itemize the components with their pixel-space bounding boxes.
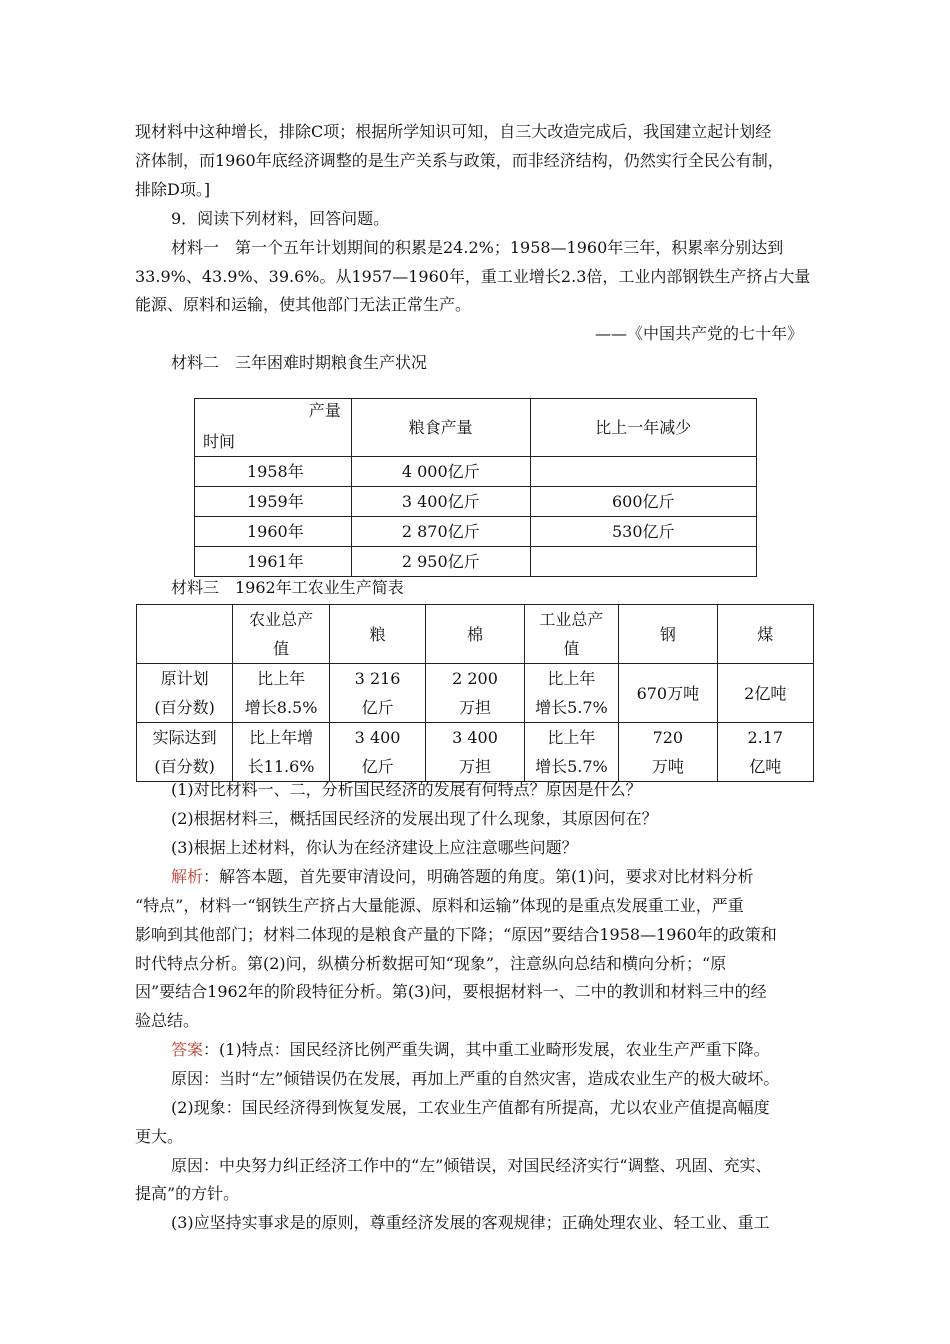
year-cell: 1961年	[195, 547, 352, 577]
corner-top: 产量	[308, 401, 341, 420]
answer-line	[171, 1040, 770, 1060]
row-label	[137, 664, 233, 723]
data-cell	[233, 664, 330, 723]
output-cell: 2 870亿斤	[351, 517, 530, 547]
production-table	[136, 604, 814, 782]
cell-line: 万担	[458, 698, 491, 717]
analysis-line: 影响到其他部门；材料二体现的是粮食产量的下降；“原因”要结合1958—1960年的政策和	[135, 925, 777, 944]
corner-cell	[195, 399, 352, 457]
material-1-line: 33.9%、43.9%、39.6%。从1957—1960年，重工业增长2.3倍，工业内部钢铁生产挤占大量	[135, 267, 811, 286]
header-line: 值	[563, 639, 580, 658]
cell-line: (百分数)	[154, 757, 215, 776]
data-cell	[329, 723, 425, 782]
answer-line: 提高”的方针。	[135, 1184, 240, 1203]
header-line: 农业总产	[249, 610, 314, 629]
sub-question-2: (2)根据材料三，概括国民经济的发展出现了什么现象，其原因何在？	[171, 809, 658, 828]
data-cell	[426, 664, 524, 723]
drop-cell	[530, 457, 756, 487]
data-cell	[233, 723, 330, 782]
data-cell	[426, 723, 524, 782]
cell-line: 长11.6%	[247, 757, 315, 776]
material-1-line: 材料一 第一个五年计划期间的积累是24.2%；1958—1960年三年，积累率分别达到	[171, 238, 784, 257]
cell-line: 比上年增	[249, 728, 314, 747]
corner-bottom: 时间	[203, 432, 236, 451]
cell-line: 比上年	[547, 728, 596, 747]
analysis-text: ：解答本题，首先要审清设问，明确答题的角度。第(1)问，要求对比材料分析	[203, 867, 754, 886]
drop-cell	[530, 547, 756, 577]
question-9: 9．阅读下列材料，回答问题。	[171, 209, 390, 228]
year-cell: 1958年	[195, 457, 352, 487]
header-cell	[137, 605, 233, 664]
output-cell: 4 000亿斤	[351, 457, 530, 487]
sub-question-3: (3)根据上述材料，你认为在经济建设上应注意哪些问题？	[171, 838, 578, 857]
data-cell	[524, 723, 619, 782]
cell-line: 原计划	[160, 669, 209, 688]
header-cell: 比上一年减少	[530, 399, 756, 457]
answer-line: 原因：当时“左”倾错误仍在发展，再加上严重的自然灾害，造成农业生产的极大破坏。	[171, 1069, 780, 1088]
cell-line: 增长5.7%	[535, 757, 608, 776]
answer-line: (2)现象：国民经济得到恢复发展，工农业生产值都有所提高，尤以农业产值提高幅度	[171, 1098, 770, 1117]
analysis-line	[171, 867, 754, 887]
data-cell	[717, 723, 813, 782]
answer-text: ：(1)特点：国民经济比例严重失调，其中重工业畸形发展，农业生产严重下降。	[203, 1040, 770, 1059]
analysis-line: 验总结。	[135, 1011, 200, 1030]
data-cell	[619, 723, 717, 782]
cell-line: 亿斤	[361, 698, 394, 717]
cell-line: 亿吨	[749, 757, 782, 776]
header-cell: 粮食产量	[351, 399, 530, 457]
sub-question-1: (1)对比材料一、二，分析国民经济的发展有何特点？原因是什么？	[171, 780, 642, 799]
cell-line: (百分数)	[154, 698, 215, 717]
data-cell: 670万吨	[619, 664, 717, 723]
cell-line: 比上年	[257, 669, 306, 688]
text-line: 排除D项。]	[135, 180, 211, 199]
text-line: 济体制，而1960年底经济调整的是生产关系与政策，而非经济结构，仍然实行全民公有制，	[135, 151, 784, 170]
material-1-source: ——《中国共产党的七十年》	[595, 324, 804, 343]
cell-line: 2.17	[747, 728, 784, 747]
header-cell	[233, 605, 330, 664]
analysis-label: 解析	[171, 867, 204, 886]
row-label	[137, 723, 233, 782]
material-1-line: 能源、原料和运输，使其他部门无法正常生产。	[135, 295, 472, 314]
output-cell: 2 950亿斤	[351, 547, 530, 577]
output-cell: 3 400亿斤	[351, 487, 530, 517]
cell-line: 万吨	[651, 757, 684, 776]
data-cell: 2亿吨	[717, 664, 813, 723]
cell-line: 2 200	[452, 669, 498, 688]
header-cell: 棉	[426, 605, 524, 664]
cell-line: 亿斤	[361, 757, 394, 776]
header-cell: 煤	[717, 605, 813, 664]
analysis-line: “特点”，材料一“钢铁生产挤占大量能源、原料和运输”体现的是重点发展重工业，严重	[135, 896, 744, 915]
header-cell	[524, 605, 619, 664]
drop-cell: 600亿斤	[530, 487, 756, 517]
answer-label: 答案	[171, 1040, 204, 1059]
answer-line: (3)应坚持实事求是的原则，尊重经济发展的客观规律；正确处理农业、轻工业、重工	[171, 1213, 770, 1232]
cell-line: 万担	[458, 757, 491, 776]
cell-line: 比上年	[547, 669, 596, 688]
cell-line: 720	[652, 728, 684, 747]
answer-line: 原因：中央努力纠正经济工作中的“左”倾错误，对国民经济实行“调整、巩固、充实、	[171, 1156, 772, 1175]
answer-line: 更大。	[135, 1127, 184, 1146]
drop-cell: 530亿斤	[530, 517, 756, 547]
cell-line: 实际达到	[152, 728, 217, 747]
header-cell: 钢	[619, 605, 717, 664]
cell-line: 增长5.7%	[535, 698, 608, 717]
cell-line: 3 400	[354, 728, 401, 747]
text-line: 现材料中这种增长，排除C项；根据所学知识可知，自三大改造完成后，我国建立起计划经	[135, 122, 772, 141]
analysis-line: 因”要结合1962年的阶段特征分析。第(3)问，要根据材料一、二中的教训和材料三中的经	[135, 982, 767, 1001]
cell-line: 3 400	[452, 728, 498, 747]
cell-line: 增长8.5%	[244, 698, 318, 717]
year-cell: 1959年	[195, 487, 352, 517]
header-line: 工业总产	[539, 610, 604, 629]
material-3-title: 材料三 1962年工农业生产简表	[171, 578, 404, 597]
grain-table	[194, 398, 757, 577]
year-cell: 1960年	[195, 517, 352, 547]
analysis-line: 时代特点分析。第(2)问，纵横分析数据可知“现象”，注意纵向总结和横向分析；“原	[135, 954, 727, 973]
header-line: 值	[273, 639, 290, 658]
data-cell	[524, 664, 619, 723]
data-cell	[329, 664, 425, 723]
material-2-title: 材料二 三年困难时期粮食生产状况	[171, 353, 428, 372]
header-cell: 粮	[329, 605, 425, 664]
cell-line: 3 216	[354, 669, 401, 688]
